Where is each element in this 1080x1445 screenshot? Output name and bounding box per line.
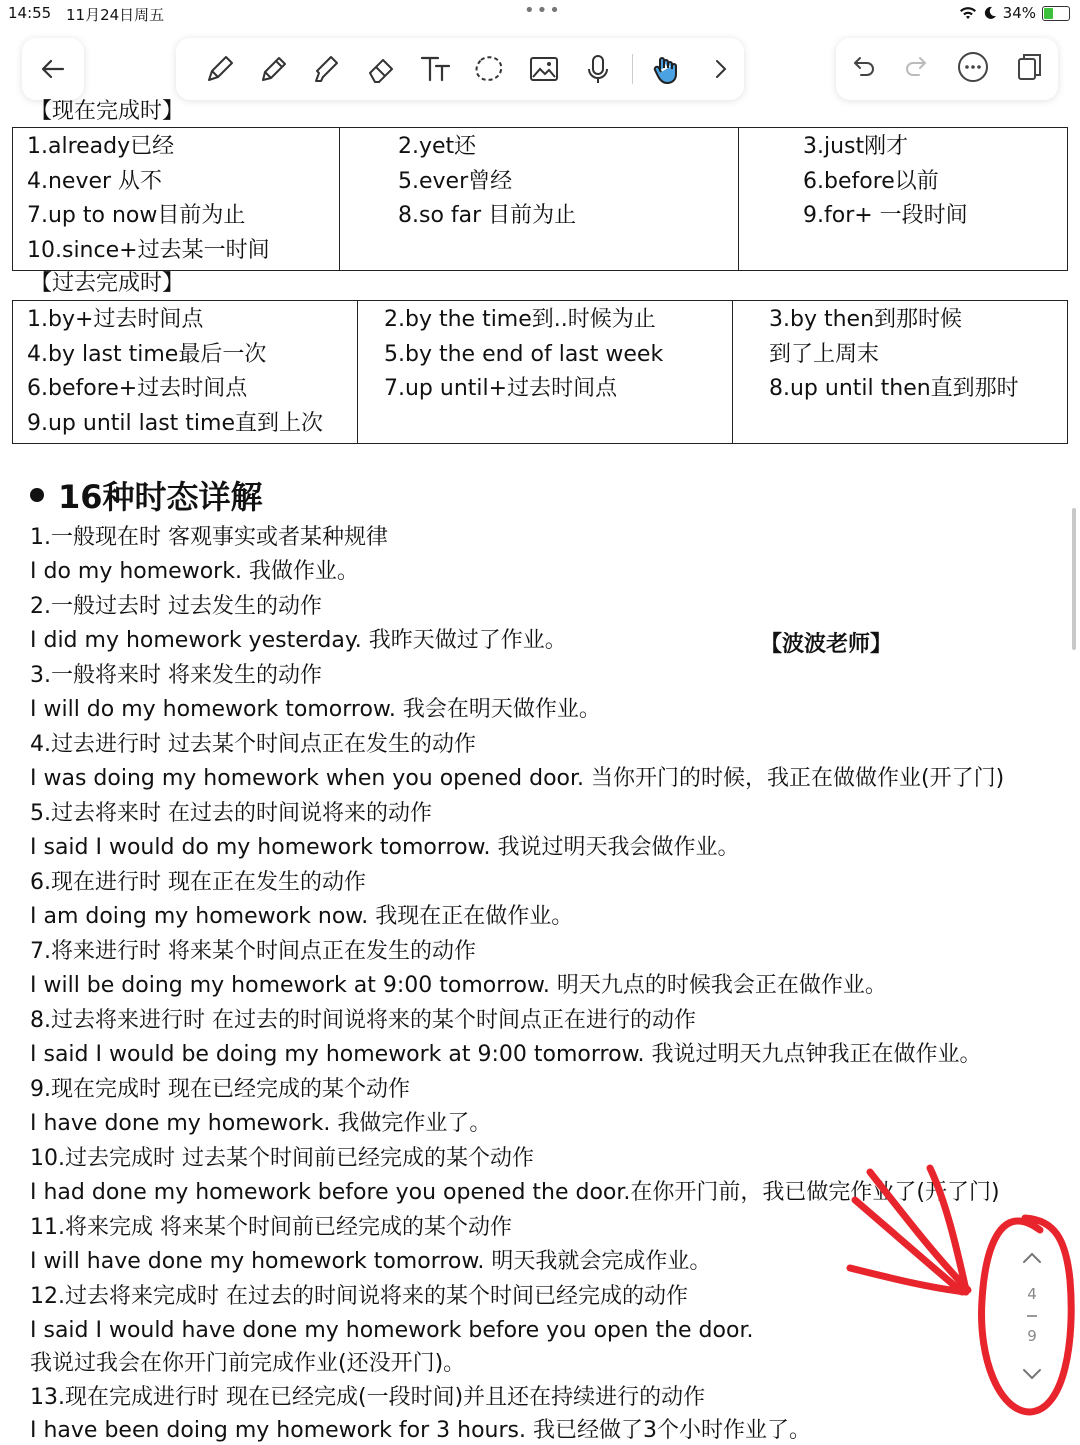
multitask-dots-icon[interactable]: ••• <box>524 0 562 21</box>
current-page: 4 <box>1027 1285 1037 1303</box>
wifi-icon <box>959 6 977 20</box>
moon-icon <box>983 6 997 20</box>
text-line: 8.过去将来进行时 在过去的时间说将来的某个时间点正在进行的动作 <box>30 1008 696 1033</box>
pages-icon[interactable] <box>1015 51 1045 87</box>
table-item: 7.up until+过去时间点 <box>384 376 618 401</box>
page-heading <box>30 472 263 518</box>
text-line: I have been doing my homework for 3 hours. 我已经做了3个小时作业了。 <box>30 1418 811 1443</box>
table-item: 8.so far 目前为止 <box>398 203 577 228</box>
text-line: 11.将来完成 将来某个时间前已经完成的某个动作 <box>30 1215 512 1240</box>
table-cell <box>733 301 1068 444</box>
table-cell <box>13 128 340 271</box>
document-actions-bar <box>836 38 1058 100</box>
image-icon[interactable] <box>524 49 564 89</box>
status-right <box>959 4 1070 22</box>
chevron-right-icon[interactable] <box>701 49 741 89</box>
total-pages: 9 <box>1027 1327 1037 1345</box>
table-cell <box>358 301 733 444</box>
table-item: 5.ever曾经 <box>398 168 513 194</box>
drawing-toolbar <box>176 38 744 100</box>
text-line: 10.过去完成时 过去某个时间前已经完成的某个动作 <box>30 1146 534 1171</box>
table-item: 3.by then到那时候 <box>769 307 963 332</box>
chevron-up-icon[interactable] <box>1022 1250 1042 1264</box>
table-item: 1.by+过去时间点 <box>27 307 204 332</box>
lasso-icon[interactable] <box>470 49 510 89</box>
table-item: 9.for+ 一段时间 <box>803 203 968 228</box>
back-button[interactable] <box>22 38 84 100</box>
text-line: I was doing my homework when you opened door. 当你开门的时候，我正在做做作业(开了门) <box>30 766 1005 791</box>
text-line: 2.一般过去时 过去发生的动作 <box>30 594 322 619</box>
text-line: 12.过去将来完成时 在过去的时间说将来的某个时间已经完成的动作 <box>30 1284 688 1309</box>
text-line: 13.现在完成进行时 现在已经完成(一段时间)并且还在持续进行的动作 <box>30 1385 706 1410</box>
status-bar <box>0 0 1080 28</box>
table-item: 2.yet还 <box>398 134 477 159</box>
arrow-left-icon <box>39 55 67 83</box>
text-line: I said I would be doing my homework at 9:00 tomorrow. 我说过明天九点钟我正在做作业。 <box>30 1042 982 1067</box>
chevron-down-icon[interactable] <box>1022 1368 1042 1382</box>
eraser-icon[interactable] <box>362 49 402 89</box>
text-line: 6.现在进行时 现在正在发生的动作 <box>30 870 366 895</box>
table-item: 6.before+过去时间点 <box>27 376 248 401</box>
page-divider <box>1027 1315 1037 1317</box>
text-line: I did my homework yesterday. 我昨天做过了作业。 <box>30 628 567 653</box>
status-date: 11月24日周五 <box>66 6 165 24</box>
table-item: 6.before以前 <box>803 168 939 194</box>
table-item: 10.since+过去某一时间 <box>27 237 270 263</box>
table-item: 2.by the time到..时候为止 <box>384 307 656 332</box>
table-item: 到了上周末 <box>769 341 880 367</box>
scrollbar[interactable] <box>1072 508 1076 650</box>
text-line: I am doing my homework now. 我现在正在做作业。 <box>30 904 574 929</box>
status-time: 14:55 <box>8 4 52 22</box>
text-line: I said I would have done my homework before you open the door. <box>30 1318 754 1343</box>
bullet-icon <box>30 488 44 502</box>
past-perfect-table <box>12 300 1068 444</box>
teacher-tag: 【波波老师】 <box>760 632 893 657</box>
table-item: 4.by last time最后一次 <box>27 341 267 367</box>
section-header-present-perfect: 【现在完成时】 <box>30 99 185 124</box>
heading-text: 16种时态详解 <box>58 478 263 516</box>
text-line: I have done my homework. 我做完作业了。 <box>30 1111 492 1136</box>
redo-icon[interactable] <box>903 53 931 85</box>
table-item: 4.never 从不 <box>27 168 163 194</box>
table-item: 3.just刚才 <box>803 134 909 159</box>
text-line: I will be doing my homework at 9:00 tomorrow. 明天九点的时候我会正在做作业。 <box>30 973 887 998</box>
section-header-past-perfect: 【过去完成时】 <box>30 271 185 296</box>
text-line: I will have done my homework tomorrow. 明天我就会完成作业。 <box>30 1249 712 1274</box>
text-line: I said I would do my homework tomorrow. 我说过明天我会做作业。 <box>30 835 740 860</box>
mic-icon[interactable] <box>578 49 618 89</box>
text-line: 4.过去进行时 过去某个时间点正在发生的动作 <box>30 732 476 757</box>
battery-icon <box>1042 6 1070 21</box>
hand-touch-icon[interactable] <box>647 49 687 89</box>
text-line: I will do my homework tomorrow. 我会在明天做作业。 <box>30 697 601 722</box>
table-item: 8.up until then直到那时 <box>769 376 1019 401</box>
text-line: 我说过我会在你开门前完成作业(还没开门)。 <box>30 1351 466 1376</box>
table-cell <box>739 128 1068 271</box>
undo-icon[interactable] <box>849 53 877 85</box>
text-line: 9.现在完成时 现在已经完成的某个动作 <box>30 1077 410 1102</box>
pencil-icon[interactable] <box>254 49 294 89</box>
text-line: 3.一般将来时 将来发生的动作 <box>30 663 322 688</box>
more-options-icon[interactable] <box>957 51 989 87</box>
table-item: 7.up to now目前为止 <box>27 203 246 228</box>
text-line: 1.一般现在时 客观事实或者某种规律 <box>30 525 388 550</box>
text-line: 5.过去将来时 在过去的时间说将来的动作 <box>30 801 432 826</box>
present-perfect-table <box>12 127 1068 271</box>
table-cell <box>13 301 358 444</box>
table-item: 1.already已经 <box>27 134 175 159</box>
table-item: 5.by the end of last week <box>384 341 664 367</box>
table-item: 9.up until last time直到上次 <box>27 410 324 436</box>
pen-icon[interactable] <box>200 49 240 89</box>
toolbar-divider <box>632 54 633 84</box>
text-line: I do my homework. 我做作业。 <box>30 559 359 584</box>
text-icon[interactable] <box>416 49 456 89</box>
text-line: I had done my homework before you opened the door.在你开门前，我已做完作业了(开了门) <box>30 1180 1000 1205</box>
highlighter-icon[interactable] <box>308 49 348 89</box>
battery-percent: 34% <box>1002 4 1036 22</box>
table-cell <box>340 128 739 271</box>
page-navigator <box>1004 1222 1060 1418</box>
text-line: 7.将来进行时 将来某个时间点正在发生的动作 <box>30 939 476 964</box>
